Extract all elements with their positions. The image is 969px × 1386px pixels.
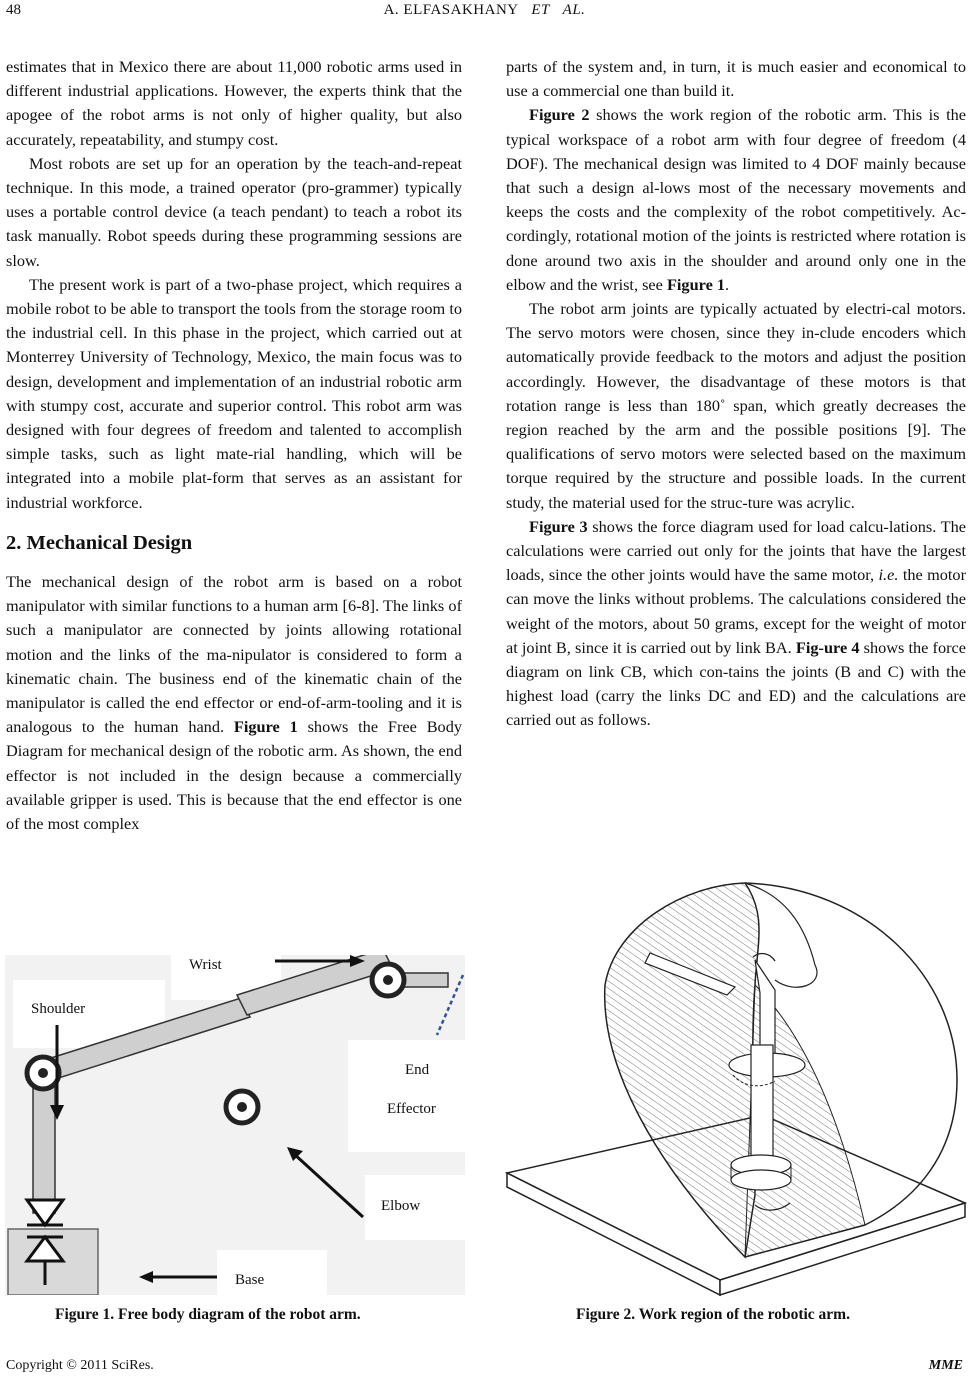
- page-header: [0, 0, 969, 30]
- label-shoulder: Shoulder: [31, 1001, 86, 1017]
- elbow-joint: [226, 1091, 258, 1123]
- footer-copyright: Copyright © 2011 SciRes.: [6, 1358, 154, 1373]
- paragraph: parts of the system and, in turn, it is much easier and economical to use a commercial one than build it.: [506, 57, 966, 101]
- shoulder-joint: [27, 1057, 59, 1089]
- figure-1-caption: Figure 1. Free body diagram of the robot arm.: [55, 1306, 361, 1323]
- figure-2-caption: Figure 2. Work region of the robotic arm.: [576, 1306, 850, 1323]
- paragraph: The present work is part of a two-phase project, which requires a mobile robot to be able to transport the tools from the storage room to the industrial cell. In this phase in the project, which carried out at Monterrey University of Technology, Mexico, the main focus was to design, development and implementation of an industrial robotic arm with stumpy cost, accurate and superior control. This robot arm was designed with four degrees of freedom and talented to accomplish simple tasks, such as light mate-rial handling, which will be integrated into a mobile plat-form that serves as an assistant for industrial workforce.: [6, 274, 462, 512]
- paragraph: The mechanical design of the robot arm is based on a robot manipulator with similar functions to a human arm [6-8]. The links of such a manipulator are connected by joints allowing rotational motion and the links of the ma-nipulator is considered to form a kinematic chain. The business end of the kinematic chain of the manipulator is called the end effector or end-of-arm-tooling and it is analogous to the human hand. Figure 1 shows the Free Body Diagram for mechanical design of the robotic arm. As shown, the end effector is not included in the design because a commercially available gripper is used. This is because that the end effector is one of the most complex: [6, 572, 462, 834]
- figure-2-work-region: [505, 865, 967, 1298]
- label-end: End: [405, 1062, 430, 1078]
- paragraph: Most robots are set up for an operation by the teach-and-repeat technique. In this mode, a trained operator (pro-grammer) typically uses a portable control device (a teach pendant) to teach a robot its task manually. Robot speeds during these programming sessions are slow.: [6, 153, 462, 270]
- figure-1-free-body-diagram: [5, 955, 465, 1295]
- figure-ref[interactable]: Fig-ure 4: [795, 637, 860, 657]
- figure-ref[interactable]: Figure 3: [529, 516, 588, 536]
- wrist-joint: [372, 964, 404, 996]
- running-authors: A. ELFASAKHANY ET AL.: [383, 2, 586, 18]
- paragraph: Figure 2 shows the work region of the robotic arm. This is the typical workspace of a robot arm with four degree of freedom (4 DOF). The mechanical design was limited to 4 DOF mainly because that such a design al-lows most of the necessary movements and keeps the costs and the complexity of the robot competitively. Ac-cordingly, rotational motion of the joints is restricted where rotation is done around two axis in the shoulder and around only one in the elbow and the wrist, see Figure 1.: [506, 105, 966, 294]
- label-wrist: Wrist: [189, 957, 222, 973]
- paragraph: The robot arm joints are typically actuated by electri-cal motors. The servo motors were chosen, since they in-clude encoders which automatically provide feedback to the motors and adjust the position accordingly. However, the disadvantage of these motors is that rotation range is less than 180˚ span, which greatly decreases the region reached by the arm and the possible positions [9]. The qualifications of servo motors were selected based on the maximum torque required by the structure and possible loads. In the current study, the material used for the struc-ture was acrylic.: [506, 299, 966, 512]
- label-effector: Effector: [387, 1101, 436, 1117]
- right-column: [506, 55, 966, 733]
- work-region-drawing: [505, 865, 967, 1298]
- label-elbow: Elbow: [381, 1198, 421, 1214]
- section-heading: 2. Mechanical Design: [6, 531, 193, 554]
- left-column: [6, 55, 462, 836]
- figure-ref[interactable]: Figure 2: [529, 105, 590, 125]
- page-number: 48: [6, 2, 21, 18]
- label-base: Base: [235, 1272, 265, 1288]
- paragraph: Figure 3 shows the force diagram used for load calcu-lations. The calculations were carried out only for the joints that have the largest loads, since the other joints would have the same motor, i.e. the motor can move the links without problems. The calculations considered the weight of the motors, about 50 grams, except for the weight of motor at joint B, since it is carried out by link BA. Fig-ure 4 shows the force diagram on link CB, which con-tains the joints (B and C) with the highest load (carry the links DC and ED) and the calculations are carried out as follows.: [506, 516, 966, 730]
- figure-ref[interactable]: Figure 1: [666, 274, 726, 294]
- paragraph: estimates that in Mexico there are about 11,000 robotic arms used in different industrial applications. However, the experts think that the apogee of the robot arms is not only of higher quality, but also accurately, repeatability, and stumpy cost.: [6, 57, 462, 149]
- footer-journal: MME: [928, 1358, 963, 1373]
- figure-ref[interactable]: Figure 1: [233, 717, 298, 737]
